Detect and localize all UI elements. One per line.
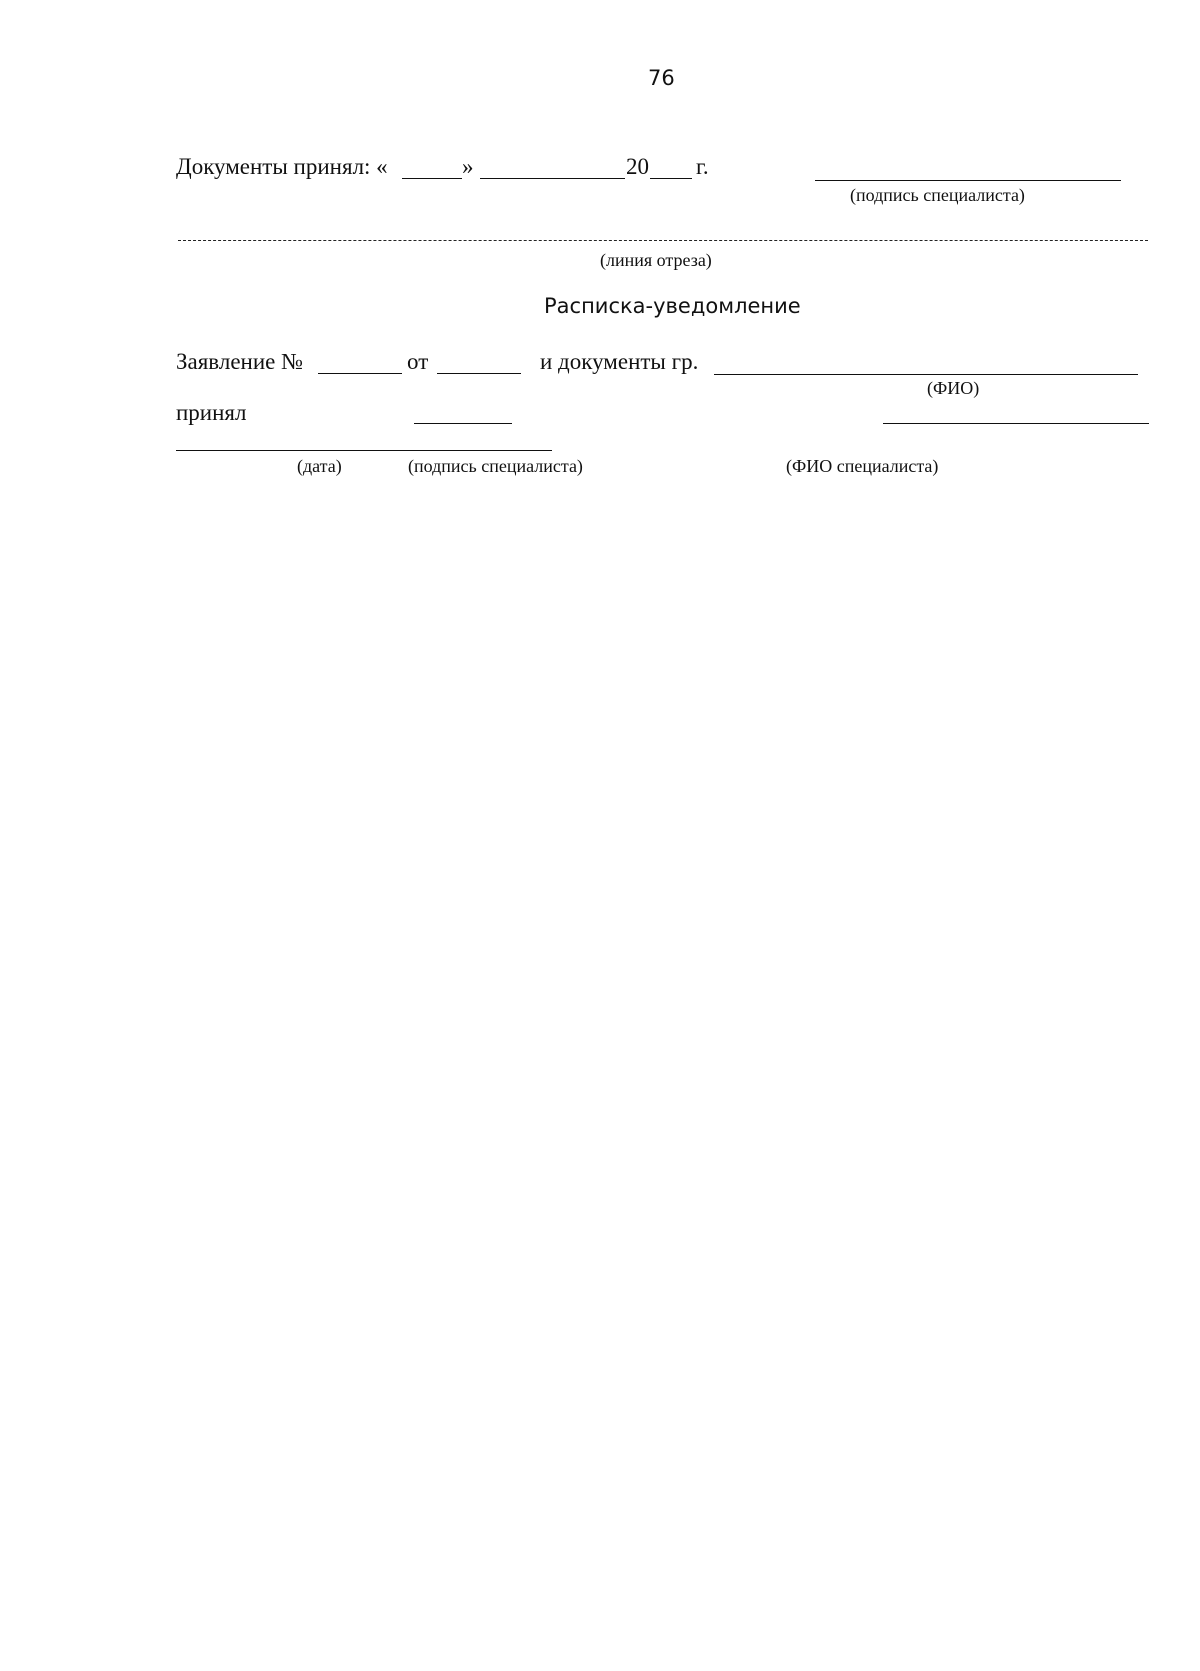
quote-close: » (462, 154, 474, 179)
date-caption: (дата) (297, 456, 342, 476)
citizen-fio-blank[interactable] (714, 374, 1138, 375)
year-suffix: г. (696, 154, 709, 179)
date-signature-blank[interactable] (176, 450, 552, 451)
month-blank[interactable] (480, 178, 625, 179)
statement-date-blank[interactable] (437, 373, 521, 374)
specialist-fio-blank[interactable] (883, 423, 1149, 424)
accepted-label: принял (176, 400, 247, 425)
accepted-short-blank[interactable] (414, 423, 512, 424)
year-prefix: 20 (626, 154, 649, 179)
signature-caption-top: (подпись специалиста) (850, 185, 1025, 205)
specialist-signature-blank-top[interactable] (815, 180, 1121, 181)
signature-caption-bottom: (подпись специалиста) (408, 456, 583, 476)
cut-line (178, 240, 1148, 241)
documents-citizen-label: и документы гр. (540, 349, 699, 374)
documents-accepted-label: Документы принял: « (176, 154, 388, 179)
statement-label: Заявление № (176, 349, 304, 374)
specialist-fio-caption: (ФИО специалиста) (786, 456, 939, 476)
year-blank[interactable] (650, 178, 692, 179)
page-number: 76 (648, 66, 675, 90)
receipt-title: Расписка-уведомление (544, 294, 801, 318)
statement-number-blank[interactable] (318, 373, 402, 374)
day-blank[interactable] (402, 178, 462, 179)
from-label: от (407, 349, 429, 374)
fio-caption: (ФИО) (927, 378, 980, 398)
cut-line-caption: (линия отреза) (600, 250, 712, 270)
